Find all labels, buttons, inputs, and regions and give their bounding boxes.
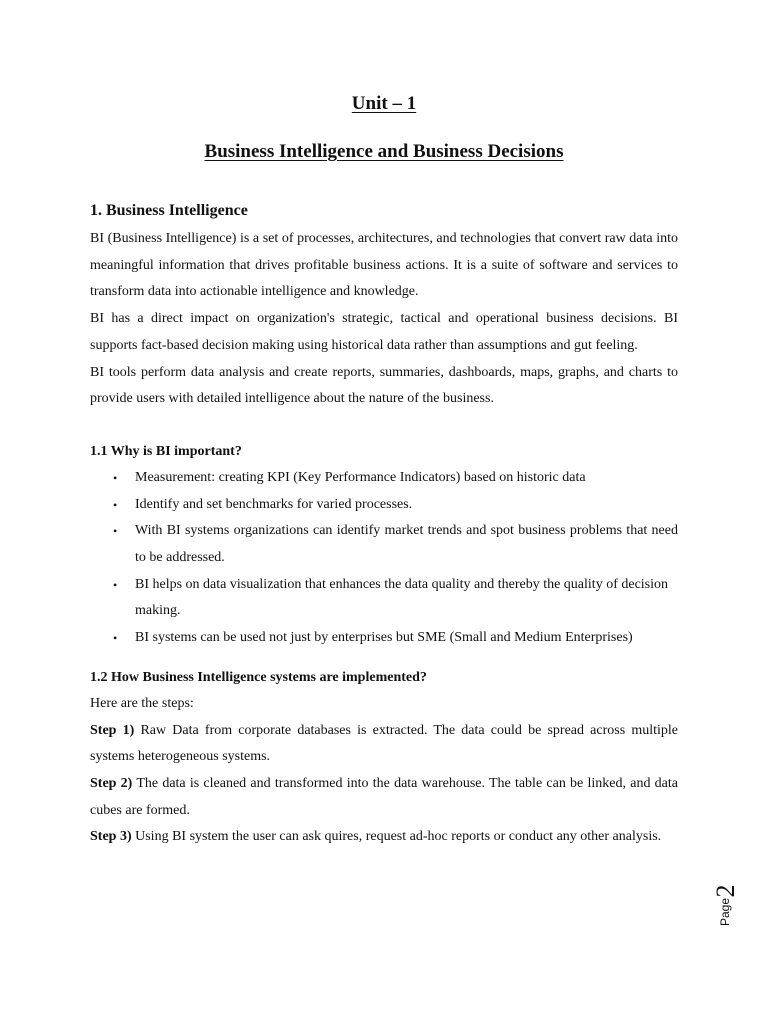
list-item xyxy=(90,465,678,492)
bullet-icon: • xyxy=(113,631,118,646)
bullet-list-why-bi xyxy=(90,465,678,652)
bullet-icon: • xyxy=(113,524,118,539)
section-heading-business-intelligence: 1. Business Intelligence xyxy=(90,202,248,219)
page-number xyxy=(702,878,752,928)
paragraph-bi-tools: BI tools perform data analysis and create reports, summaries, dashboards, maps, graphs, and charts to provide users with detailed intelligence about the nature of the business. xyxy=(90,364,678,407)
step-text: Raw Data from corporate databases is extracted. The data could be spread across multiple systems heterogeneous systems. xyxy=(90,722,678,765)
bullet-icon: • xyxy=(113,497,118,512)
step-text: Using BI system the user can ask quires, request ad-hoc reports or conduct any other analysis. xyxy=(131,829,662,845)
document-body xyxy=(90,198,678,851)
page-number-value: 2 xyxy=(711,884,740,898)
document-title: Business Intelligence and Business Decisions xyxy=(204,141,564,162)
step-label: Step 3) xyxy=(90,829,132,845)
bullet-icon: • xyxy=(113,470,118,485)
list-item-text: BI helps on data visualization that enhances the data quality and thereby the quality of decision making. xyxy=(135,576,669,619)
step-paragraph-1 xyxy=(90,718,678,771)
bullet-icon: • xyxy=(113,577,118,592)
list-item xyxy=(90,572,678,625)
page-number-label: Page xyxy=(718,897,732,926)
paragraph-steps-intro: Here are the steps: xyxy=(90,695,194,711)
list-item-text: Identify and set benchmarks for varied processes. xyxy=(135,496,413,512)
step-paragraph-2 xyxy=(90,771,678,824)
paragraph-bi-impact: BI has a direct impact on organization's strategic, tactical and operational business decisions. BI supports fact-based decision making using historical data rather than assumptions and gut feeling. xyxy=(90,311,678,353)
section-heading-how-bi-implemented: 1.2 How Business Intelligence systems are implemented? xyxy=(90,669,427,685)
list-item xyxy=(90,518,678,571)
step-paragraph-3 xyxy=(90,824,678,851)
list-item-text: Measurement: creating KPI (Key Performance Indicators) based on historic data xyxy=(135,469,586,485)
step-label: Step 2) xyxy=(90,775,133,791)
unit-title: Unit – 1 xyxy=(351,93,417,114)
step-text: The data is cleaned and transformed into the data warehouse. The table can be linked, and data cubes are formed. xyxy=(90,775,678,818)
list-item-text: With BI systems organizations can identify market trends and spot business problems that need to be addressed. xyxy=(135,523,678,566)
list-item xyxy=(90,492,678,519)
section-heading-why-bi-important: 1.1 Why is BI important? xyxy=(90,443,242,459)
paragraph-bi-definition: BI (Business Intelligence) is a set of processes, architectures, and technologies that convert raw data into meaningful information that drives profitable business actions. It is a suite of software and services to transform data into actionable intelligence and knowledge. xyxy=(90,231,678,300)
step-label: Step 1) xyxy=(90,722,135,738)
list-item xyxy=(90,625,678,652)
list-item-text: BI systems can be used not just by enterprises but SME (Small and Medium Enterprises) xyxy=(135,630,633,646)
